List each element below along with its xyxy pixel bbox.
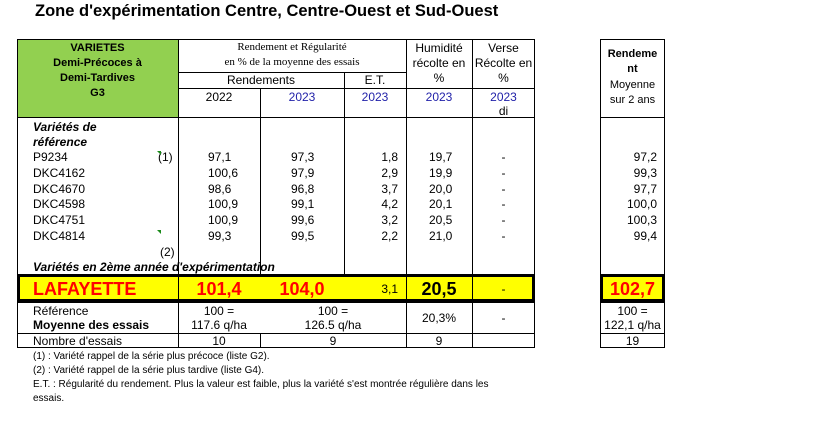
et-value: 2,2: [381, 229, 398, 243]
et-header: E.T.: [364, 73, 386, 87]
ref-r2023-line2: 126.5 q/ha: [304, 318, 362, 332]
variety-name: DKC4598: [33, 197, 86, 212]
footnote-3-line2: essais.: [33, 393, 65, 404]
ref-moy-line1: 100 =: [617, 304, 648, 318]
verse-header-line2: Récolte en: [474, 56, 533, 70]
verse-value: -: [501, 150, 506, 164]
r2022-value: 100,9: [208, 197, 239, 212]
year-2023-et-header: 2023: [361, 90, 389, 104]
humidite-header-line2: récolte en: [412, 56, 466, 70]
di-header: di: [498, 104, 509, 118]
r2023-value: 99,1: [291, 197, 315, 212]
verse-value: -: [501, 197, 506, 212]
et-value: 3,7: [381, 181, 398, 196]
years-top-line: [178, 88, 535, 89]
r2022-value: 98,6: [208, 181, 232, 196]
hum-value: 19,7: [429, 150, 453, 164]
nombre-label: Nombre d'essais: [33, 334, 122, 348]
moy-value: 99,4: [633, 229, 657, 243]
rendements-header: Rendements: [226, 73, 296, 87]
r2023-value: 97,3: [291, 150, 315, 164]
verse-value: -: [501, 165, 506, 180]
hum-value: 21,0: [429, 229, 453, 243]
footnote-2: (2) : Variété rappel de la série plus tardive (liste G4).: [33, 365, 265, 376]
highlight-moy: 102,7: [609, 279, 656, 299]
col-line-4: [406, 39, 407, 348]
nombre-moy: 19: [625, 334, 640, 348]
rdt-reg-header-line2: en % de la moyenne des essais: [224, 56, 360, 68]
moy-header-line3: Moyenne: [609, 79, 656, 91]
reference-section-label-line1: Variétés de: [33, 120, 97, 134]
ref-row-label-line1: Référence: [33, 304, 89, 318]
rdt-reg-header-line1: Rendement et Régularité: [237, 41, 347, 53]
moy-header-line: [600, 117, 665, 118]
moy-value: 97,2: [633, 150, 657, 164]
ref-r2022-line2: 117.6 q/ha: [191, 318, 247, 332]
comment-marker-icon: [157, 151, 161, 155]
year-2023-rdt-header: 2023: [288, 90, 316, 104]
et-value: 1,8: [381, 150, 398, 164]
note-2-marker: (2): [160, 245, 175, 259]
hum-value: 20,5: [429, 213, 453, 228]
moy-value: 97,7: [633, 181, 657, 196]
hum-value: 20,0: [429, 181, 453, 196]
ref-moy-line2: 122,1 q/ha: [604, 318, 661, 332]
highlight-r2022: 101,4: [196, 279, 242, 299]
verse-value: -: [501, 181, 506, 196]
highlight-r2023: 104,0: [279, 279, 325, 299]
hum-value: 20,1: [429, 197, 453, 212]
footnote-1: (1) : Variété rappel de la série plus précoce (liste G2).: [33, 351, 270, 362]
r2022-value: 100,9: [208, 213, 239, 228]
variety-name: DKC4751: [33, 213, 86, 228]
et-value: 2,9: [381, 165, 398, 180]
highlight-verse: -: [501, 282, 506, 296]
hum-value: 19,9: [429, 165, 453, 180]
highlight-et: 3,1: [381, 282, 398, 296]
varietes-header-line1: VARIETES: [70, 42, 125, 54]
variety-name: DKC4670: [33, 181, 86, 196]
moy-header-line1: Rendeme: [607, 48, 658, 60]
r2022-value: 99,3: [208, 229, 232, 243]
verse-header-line1: Verse: [488, 41, 519, 55]
moy-ref-line: [600, 302, 665, 303]
r2023-value: 99,6: [291, 213, 315, 228]
verse-header-line3: %: [498, 71, 509, 85]
second-year-label: Variétés en 2ème année d'expérimentation: [33, 260, 275, 274]
r2022-value: 97,1: [208, 150, 232, 164]
moy-value: 100,0: [626, 197, 657, 212]
variety-name: DKC4814: [33, 229, 86, 243]
nombre-2023: 9: [329, 334, 337, 348]
year-2022-header: 2022: [205, 90, 233, 104]
varietes-header-line4: G3: [90, 87, 105, 99]
verse-value: -: [501, 213, 506, 228]
moy-header-line4: sur 2 ans: [609, 94, 656, 106]
comment-marker-icon: [157, 230, 161, 234]
col-line-2a: [260, 88, 261, 274]
ref-r2022-line1: 100 =: [203, 304, 235, 318]
header-bottom-line: [17, 117, 535, 118]
year-2023-verse-header: 2023: [490, 90, 517, 104]
variety-name: DKC4162: [33, 165, 86, 180]
nombre-2022: 10: [212, 334, 226, 348]
highlight-hum: 20,5: [421, 279, 457, 299]
r2023-value: 97,9: [291, 165, 315, 180]
varietes-header-line3: Demi-Tardives: [60, 72, 135, 84]
year-2023-hum-header: 2023: [425, 90, 453, 104]
ref-hum: 20,3%: [421, 311, 457, 325]
moy-header-line2: nt: [627, 63, 638, 75]
moy-value: 99,3: [633, 165, 657, 180]
et-value: 4,2: [381, 197, 398, 212]
r2023-value: 96,8: [291, 181, 315, 196]
et-value: 3,2: [381, 213, 398, 228]
variety-note: (1): [158, 150, 173, 164]
reference-section-label-line2: référence: [33, 135, 88, 149]
verse-value: -: [501, 229, 506, 243]
footnote-3-line1: E.T. : Régularité du rendement. Plus la valeur est faible, plus la variété s'est montrée régulière dans les: [33, 379, 489, 390]
moy-value: 100,3: [626, 213, 657, 228]
humidite-header-line1: Humidité: [415, 41, 463, 55]
ref-r2023-line1: 100 =: [317, 304, 349, 318]
page-title: Zone d'expérimentation Centre, Centre-Ouest et Sud-Ouest: [35, 2, 499, 20]
ref-row-top-line: [17, 302, 535, 303]
nombre-hum: 9: [435, 334, 443, 348]
humidite-header-line3: %: [433, 71, 445, 85]
ref-verse: -: [501, 311, 506, 325]
ref-row-label-line2: Moyenne des essais: [33, 318, 150, 332]
highlight-variety-name: LAFAYETTE: [33, 279, 137, 299]
r2023-value: 99,5: [291, 229, 315, 243]
varietes-header-line2: Demi-Précoces à: [53, 57, 142, 69]
r2022-value: 100,6: [208, 165, 239, 180]
variety-name: P9234: [33, 150, 68, 164]
